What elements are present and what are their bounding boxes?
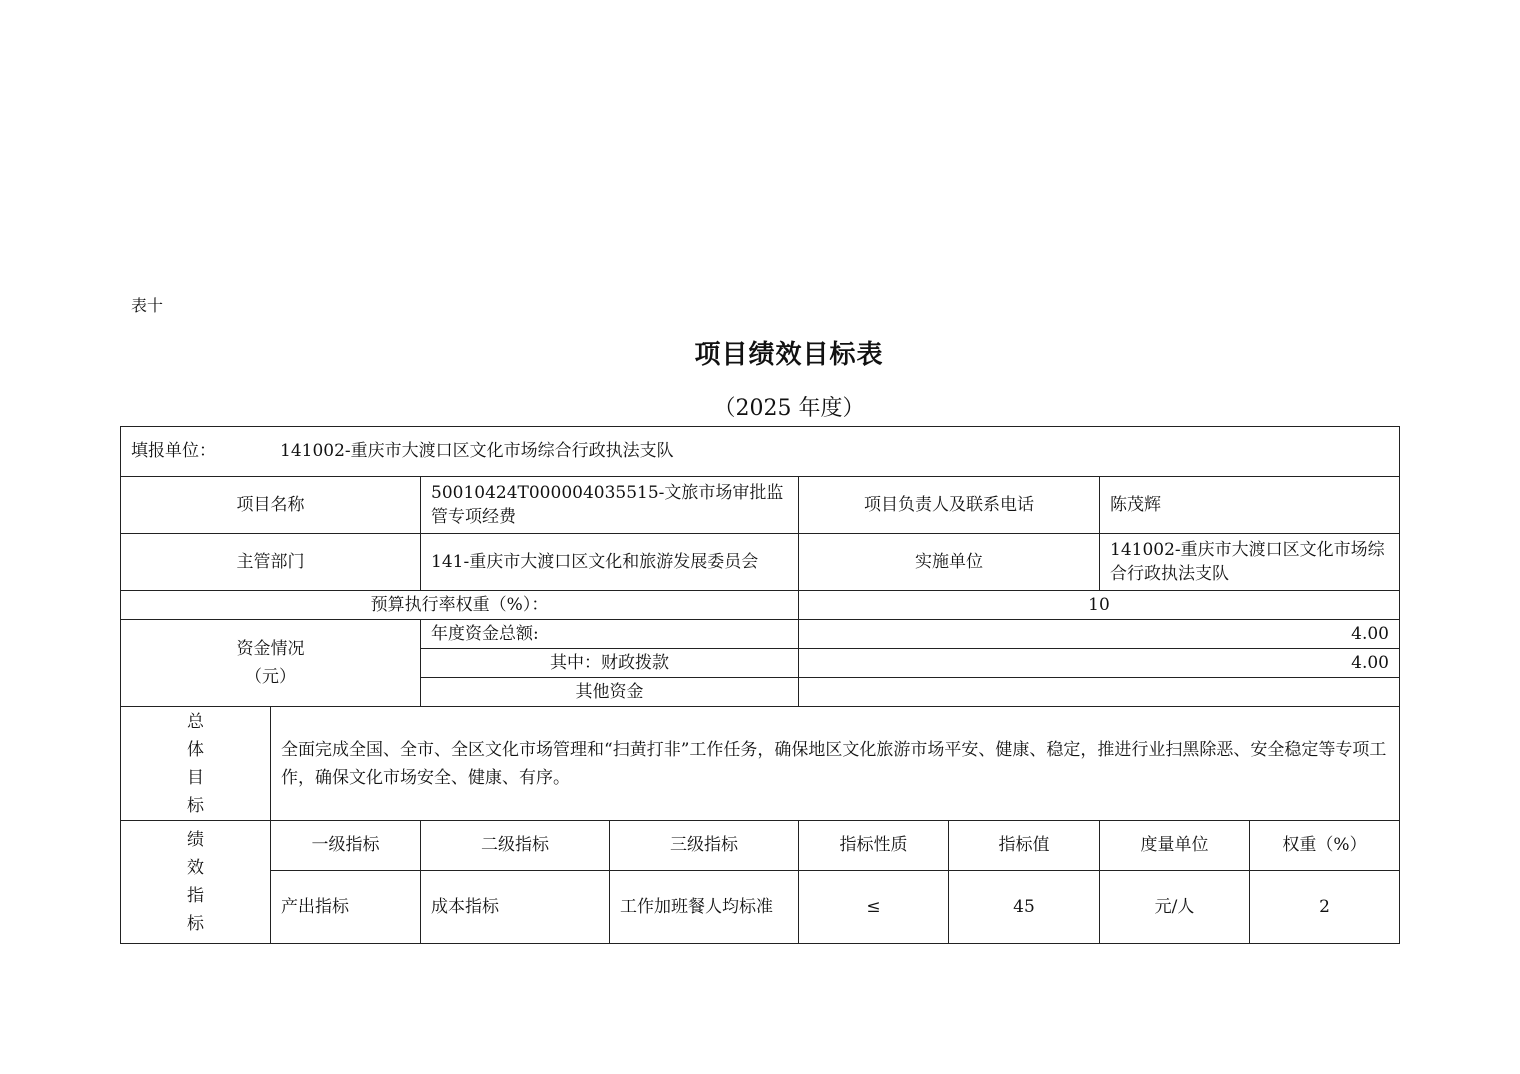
indicator-value: 45: [1013, 896, 1035, 917]
header-nature: 指标性质: [839, 835, 908, 855]
project-owner-label: 项目负责人及联系电话: [864, 494, 1034, 515]
overall-goal-text: 全面完成全国、全市、全区文化市场管理和“扫黄打非”工作任务，确保地区文化旅游市场平安、健康、稳定，推进行业扫黑除恶、安全稳定等专项工作，确保文化市场安全、健康、有序。: [281, 739, 1387, 788]
indicator-weight: 2: [1319, 896, 1330, 917]
fiscal-allocation-value: 4.00: [1351, 652, 1389, 673]
project-owner-value: 陈茂辉: [1110, 494, 1161, 515]
reporting-unit-label: 填报单位：: [131, 441, 216, 461]
indicator-level1: 产出指标: [281, 896, 349, 917]
fiscal-allocation-label: 其中：财政拨款: [550, 652, 669, 673]
funds-label-line1: 资金情况: [236, 639, 305, 659]
budget-weight-label: 预算执行率权重（%）：: [370, 594, 549, 615]
indicator-level2: 成本指标: [431, 896, 499, 917]
implementing-unit-label: 实施单位: [915, 551, 983, 572]
indicator-level3: 工作加班餐人均标准: [620, 897, 773, 917]
annual-total-value: 4.00: [1351, 623, 1389, 644]
other-funds-value: [799, 678, 1399, 706]
project-name-value: 50010424T000004035515-文旅市场审批监管专项经费: [431, 483, 784, 527]
supervising-dept-value: 141-重庆市大渡口区文化和旅游发展委员会: [431, 552, 759, 572]
reporting-unit-value: 141002-重庆市大渡口区文化市场综合行政执法支队: [280, 441, 674, 461]
overall-goal-label: [121, 707, 270, 820]
other-funds-label: 其他资金: [575, 681, 644, 702]
table-rule: [1399, 426, 1400, 944]
header-level2: 二级指标: [481, 835, 549, 855]
project-name-label: 项目名称: [236, 494, 305, 515]
indicators-label-char: 效: [187, 858, 204, 878]
indicators-label: [121, 821, 270, 943]
table-number: 表十: [131, 296, 164, 315]
header-unit: 度量单位: [1140, 835, 1209, 855]
goal-label-char: 目: [187, 767, 204, 788]
goal-label-char: 总: [187, 711, 204, 732]
indicator-unit: 元/人: [1154, 896, 1195, 917]
funds-label: [121, 620, 420, 706]
indicators-label-char: 指: [187, 886, 204, 906]
indicator-nature: ≤: [866, 896, 881, 917]
header-value: 指标值: [998, 835, 1050, 855]
header-level3: 三级指标: [670, 835, 738, 855]
header-weight: 权重（%）: [1282, 835, 1367, 855]
indicators-label-char: 标: [187, 914, 204, 934]
header-level1: 一级指标: [311, 835, 380, 855]
budget-weight-value: 10: [1088, 594, 1110, 615]
implementing-unit-value: 141002-重庆市大渡口区文化市场综合行政执法支队: [1110, 540, 1385, 584]
page-title: 项目绩效目标表: [694, 340, 884, 370]
supervising-dept-label: 主管部门: [236, 551, 305, 572]
year-subtitle: （2025 年度）: [713, 396, 865, 421]
goal-label-char: 体: [187, 739, 204, 760]
indicators-label-char: 绩: [187, 830, 204, 850]
goal-label-char: 标: [187, 795, 204, 816]
table-rule: [120, 943, 1400, 944]
funds-label-line2: （元）: [245, 667, 296, 687]
annual-total-label: 年度资金总额:: [431, 623, 539, 644]
